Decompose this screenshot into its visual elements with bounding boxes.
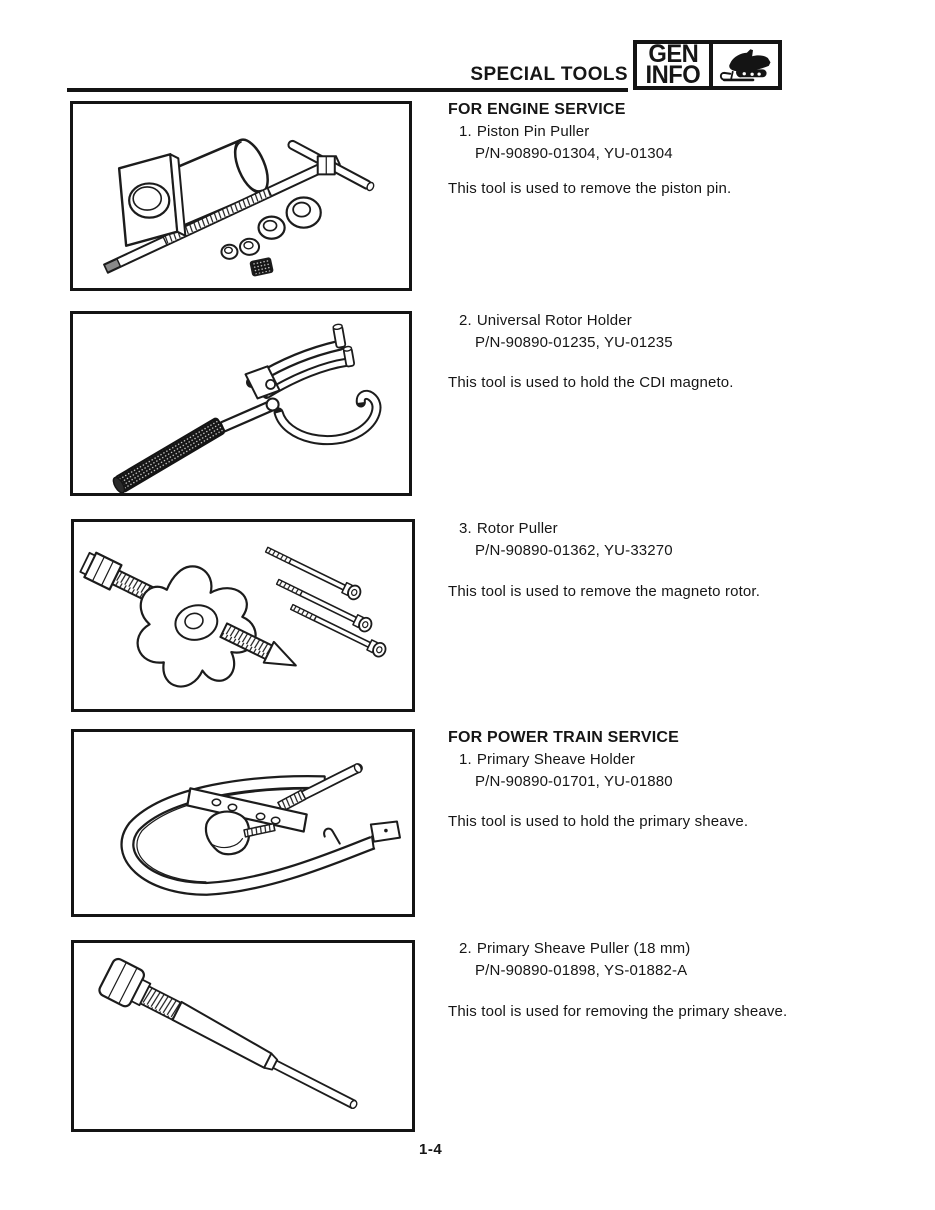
gen-info-badge: [633, 40, 782, 90]
engine-service-tool-1-block: [448, 99, 790, 200]
tool-number: 2.: [459, 312, 472, 329]
badge-line-1: GEN: [647, 40, 699, 68]
tool-name: Piston Pin Puller: [476, 123, 590, 140]
piston-pin-puller-illustration: [73, 104, 409, 288]
rotor-puller-illustration: [74, 522, 412, 709]
tool-description: This tool is used to hold the CDI magneto.: [448, 374, 734, 391]
tool-title: [448, 121, 790, 143]
primary-sheave-holder-illustration: [74, 732, 412, 914]
tool-name: Primary Sheave Puller (18 mm): [476, 940, 691, 957]
section-heading-power-train: FOR POWER TRAIN SERVICE: [448, 729, 679, 746]
tool-description: This tool is used to remove the magneto rotor.: [448, 583, 761, 600]
tool-part-numbers: P/N-90890-01898, YS-01882-A: [475, 962, 688, 979]
power-train-tool-1-block: [448, 727, 790, 833]
tool-part-numbers: P/N-90890-01304, YU-01304: [475, 145, 673, 162]
gen-info-label: [637, 40, 709, 89]
header-rule: [67, 88, 628, 92]
tool-title: [448, 938, 790, 960]
page-title: SPECIAL TOOLS: [470, 64, 628, 85]
power-train-tool-2-block: [448, 938, 790, 1024]
figure-rotor-puller: [71, 519, 415, 712]
tool-title: [448, 310, 790, 332]
page-number: 1-4: [419, 1141, 443, 1158]
figure-universal-rotor-holder: [70, 311, 412, 496]
engine-service-tool-2-block: [448, 310, 790, 394]
figure-piston-pin-puller: [70, 101, 412, 291]
tool-title: [448, 518, 790, 540]
tool-part-numbers: P/N-90890-01235, YU-01235: [475, 334, 673, 351]
tool-part-numbers: P/N-90890-01701, YU-01880: [475, 773, 673, 790]
tool-part-numbers: P/N-90890-01362, YU-33270: [475, 542, 673, 559]
tool-description: This tool is used to hold the primary sheave.: [448, 813, 749, 830]
badge-line-2: INFO: [645, 61, 701, 89]
tool-number: 1.: [459, 123, 472, 140]
tool-title: [448, 749, 790, 771]
tool-number: 1.: [459, 751, 472, 768]
snowmobile-icon: [713, 44, 778, 86]
section-heading-engine-service: FOR ENGINE SERVICE: [448, 101, 626, 118]
tool-description: This tool is used to remove the piston pin.: [448, 180, 732, 197]
tool-name: Primary Sheave Holder: [476, 751, 636, 768]
tool-number: 2.: [459, 940, 472, 957]
primary-sheave-puller-illustration: [74, 943, 412, 1129]
snowmobile-icon-drawing: [718, 44, 774, 86]
tool-description: This tool is used for removing the primary sheave.: [448, 1003, 788, 1020]
universal-rotor-holder-illustration: [73, 314, 409, 493]
tool-name: Universal Rotor Holder: [476, 312, 632, 329]
tool-number: 3.: [459, 520, 472, 537]
engine-service-tool-3-block: [448, 518, 790, 603]
figure-primary-sheave-holder: [71, 729, 415, 917]
figure-primary-sheave-puller: [71, 940, 415, 1132]
tool-name: Rotor Puller: [476, 520, 558, 537]
